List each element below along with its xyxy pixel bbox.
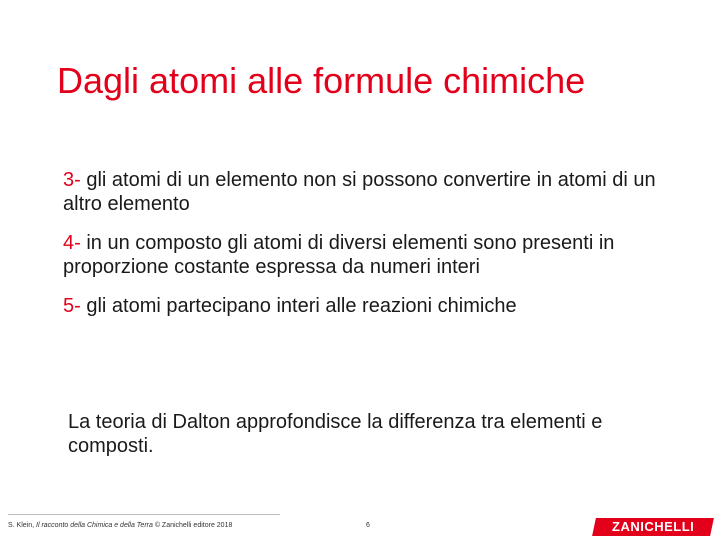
logo-text: ZANICHELLI (611, 519, 695, 534)
point-number: 5- (63, 295, 81, 317)
footer (0, 514, 720, 540)
footer-author: S. Klein, (8, 522, 37, 529)
zanichelli-logo (592, 518, 714, 536)
point-5 (63, 294, 663, 318)
point-number: 3- (63, 169, 81, 191)
point-text: gli atomi partecipano interi alle reazioni chimiche (80, 295, 517, 317)
page-number: 6 (366, 522, 370, 529)
footer-divider (8, 514, 280, 515)
footer-publisher: © Zanichelli editore 2018 (152, 522, 233, 529)
point-3 (63, 168, 663, 216)
bullet-list (63, 168, 663, 333)
slide-title: Dagli atomi alle formule chimiche (57, 60, 586, 101)
conclusion-text: La teoria di Dalton approfondisce la differenza tra elementi e composti. (68, 411, 603, 457)
footer-credit (8, 522, 232, 529)
point-text: in un composto gli atomi di diversi elementi sono presenti in proporzione costante espressa da numeri interi (63, 232, 615, 278)
point-4 (63, 231, 663, 279)
point-number: 4- (63, 232, 81, 254)
point-text: gli atomi di un elemento non si possono convertire in atomi di un altro elemento (63, 169, 656, 215)
footer-book-title: Il racconto della Chimica e della Terra (36, 522, 153, 529)
